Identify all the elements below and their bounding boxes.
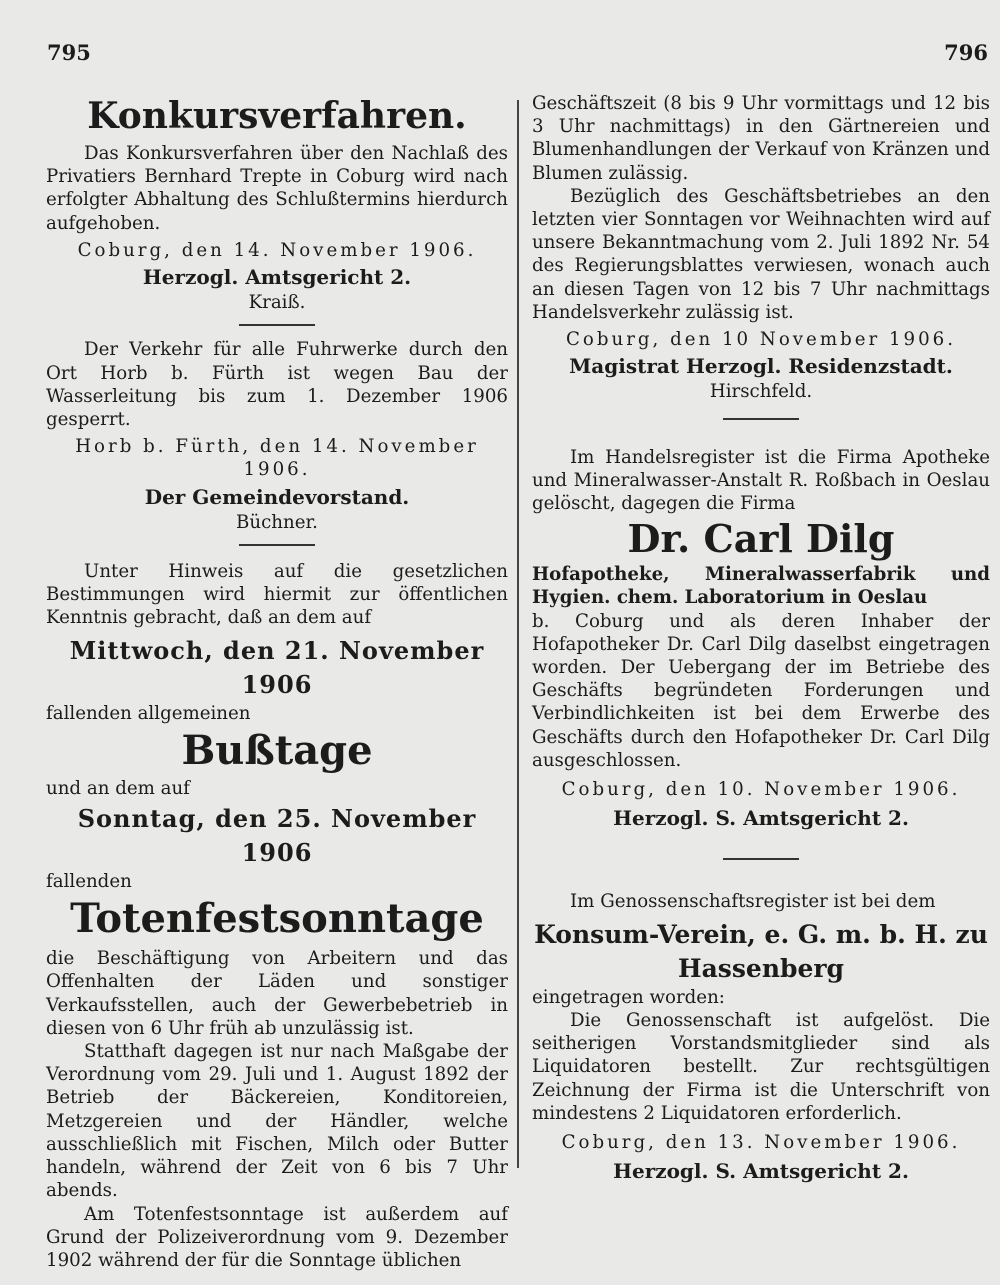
place-date: Coburg, den 10 November 1906. [565, 329, 957, 351]
separator [723, 418, 799, 420]
notice-holiday-rules [46, 560, 508, 1272]
firm-name: Hofapotheke, Mineralwasserfabrik und Hygien. chem. Laboratorium in Oeslau [532, 564, 990, 609]
and-on-text: und an dem auf [46, 777, 190, 799]
notice-body: Geschäftszeit (8 bis 9 Uhr vormittags und 12 bis 3 Uhr nachmittags) in den Gärtnereien und Blumenhandlungen der Verkauf von Kränzen und Blumen zulässig. [532, 93, 990, 184]
place-date: Coburg, den 14. November 1906. [77, 239, 477, 261]
notice-body: Der Verkehr für alle Fuhrwerke durch den Ort Horb b. Fürth ist wegen Bau der Wasserleitung bis zum 1. Dezember 1906 gesperrt. [46, 339, 508, 431]
rule-paragraph-1: die Beschäftigung von Arbeitern und das Offenhalten der Läden und sonstiger Verkaufsstellen, auch der Gewerbebetrieb in diesen von 6 Uhr früh ab unzulässig ist. [46, 948, 508, 1039]
notice-body: Das Konkursverfahren über den Nachlaß des Privatiers Bernhard Trepte in Coburg wird nach erfolgter Abhaltung des Schlußtermins hierdurch aufgehoben. [46, 143, 508, 234]
falling-text-2: fallenden [46, 871, 132, 893]
right-column [532, 92, 990, 1183]
place-date: Coburg, den 10. November 1906. [561, 779, 961, 801]
left-column [46, 92, 508, 1272]
page-number-left: 795 [47, 40, 91, 65]
authority: Magistrat Herzogl. Residenzstadt. [569, 354, 953, 379]
signature: Hirschfeld. [709, 381, 813, 403]
holiday-date-2: Sonntag, den 25. November 1906 [77, 804, 477, 868]
cooperative-name: Konsum-Verein, e. G. m. b. H. zu Hassenberg [534, 919, 988, 983]
notice-intro: Im Handelsregister ist die Firma Apotheke und Mineralwasser-Anstalt R. Roßbach in Oeslau gelöscht, dagegen die Firma [532, 446, 990, 515]
separator [723, 858, 799, 860]
place-date: Horb b. Fürth, den 14. November 1906. [75, 436, 479, 481]
holiday-date-1: Mittwoch, den 21. November 1906 [69, 635, 485, 699]
notice-intro: Im Genossenschaftsregister ist bei dem [570, 891, 936, 913]
rule-paragraph-3: Am Totenfestsonntage ist außerdem auf Grund der Polizeiverordnung vom 9. Dezember 1902 während der für die Sonntage üblichen [46, 1203, 508, 1271]
authority: Herzogl. S. Amtsgericht 2. [613, 1159, 909, 1184]
notice-body: Die Genossenschaft ist aufgelöst. Die seitherigen Vorstandsmitglieder sind als Liquidatoren bestellt. Zur rechtsgültigen Zeichnung der Firma ist die Unterschrift von mindestens 2 Liquidatoren erforderlich. [532, 1009, 990, 1124]
rule-paragraph-2: Statthaft dagegen ist nur nach Maßgabe der Verordnung vom 29. Juli und 1. August 1892 der Betrieb der Bäckereien, Konditoreien, Metzgereien und der Händler, welche ausschließlich mit Fischen, Milch oder Butter handeln, während der Zeit von 6 bis 7 Uhr abends. [46, 1041, 508, 1202]
authority: Herzogl. S. Amtsgericht 2. [613, 806, 909, 831]
notice-cooperative-register [532, 890, 990, 1183]
notice-body-2: Bezüglich des Geschäftsbetriebes an den letzten vier Sonntagen vor Weihnachten wird auf unsere Bekanntmachung vom 2. Juli 1892 Nr. 54 des Regierungsblattes verwiesen, wonach auch an diesen Tagen von 12 bis 7 Uhr nachmittags Handelsverkehr zulässig ist. [532, 185, 990, 323]
notice-trade-register [532, 446, 990, 831]
notice-holiday-rules-continued [532, 92, 990, 404]
place-date: Coburg, den 13. November 1906. [561, 1131, 961, 1153]
separator [239, 544, 315, 546]
notice-bankruptcy [46, 94, 508, 314]
notice-title: Konkursverfahren. [87, 95, 467, 137]
notice-body: b. Coburg und als deren Inhaber der Hofapotheker Dr. Carl Dilg daselbst eingetragen worden. Der Uebergang der im Betriebe des Geschäfts begründeten Forderungen und Verbindlichkeiten ist bei dem Erwerbe des Geschäfts durch den Hofapotheker Dr. Carl Dilg ausgeschlossen. [532, 610, 990, 771]
falling-text-1: fallenden allgemeinen [46, 702, 251, 724]
signature: Kraiß. [248, 292, 306, 314]
holiday-name-2: Totenfestsonntage [70, 895, 484, 943]
authority: Herzogl. Amtsgericht 2. [142, 265, 412, 290]
page-number-right: 796 [944, 40, 988, 65]
holiday-name-1: Bußtage [181, 726, 373, 774]
separator [239, 324, 315, 326]
registered-text: eingetragen worden: [532, 986, 725, 1008]
firm-owner-name: Dr. Carl Dilg [627, 516, 895, 562]
authority: Der Gemeindevorstand. [144, 484, 410, 509]
column-divider [517, 100, 519, 1168]
notice-intro: Unter Hinweis auf die gesetzlichen Bestimmungen wird hiermit zur öffentlichen Kenntnis gebracht, daß an dem auf [46, 561, 508, 629]
notice-road-closure [46, 338, 508, 534]
signature: Büchner. [236, 511, 318, 533]
